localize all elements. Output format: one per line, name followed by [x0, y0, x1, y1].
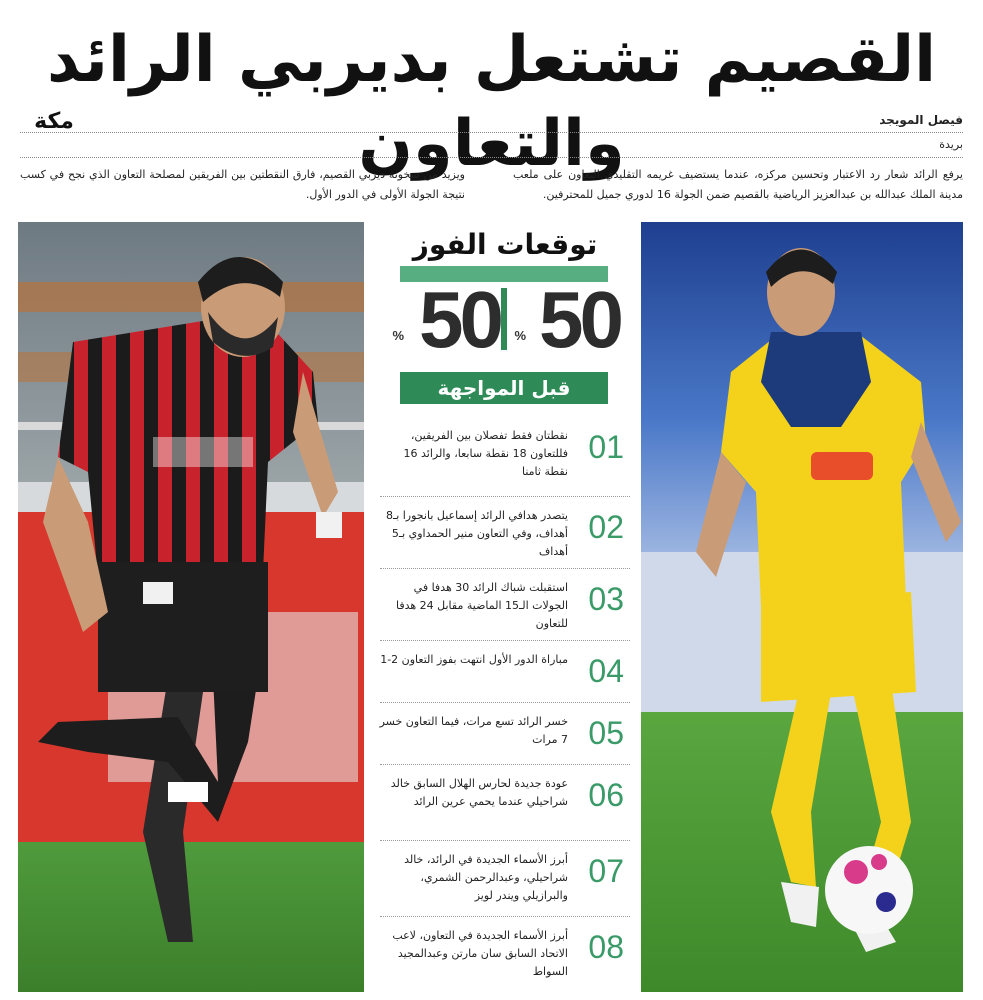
fact-number: 03 [588, 581, 624, 617]
fact-text: مباراة الدور الأول انتهت بفوز التعاون 2-1 [380, 653, 568, 666]
fact-text: خسر الرائد تسع مرات، فيما التعاون خسر 7 مرات [379, 715, 568, 746]
raed-player-photo [18, 222, 364, 992]
fact-item [380, 579, 630, 641]
newspaper-logo: مكة [34, 108, 74, 134]
predictions-title: توقعات الفوز [412, 228, 598, 261]
taawon-win-percentage: 50 [539, 275, 620, 364]
fact-item [380, 713, 630, 765]
fact-text: أبرز الأسماء الجديدة في الرائد، خالد شراحيلي، وعبدالرحمن الشمري، والبرازيلي ويندر لويز [404, 853, 568, 902]
percent-sign: % [514, 328, 526, 343]
stats-column [380, 222, 630, 992]
taawon-player-photo [641, 222, 963, 992]
fact-item [380, 927, 630, 989]
fact-number: 07 [588, 853, 624, 889]
fact-number: 04 [588, 653, 624, 689]
percent-sign: % [392, 328, 404, 343]
fact-text: أبرز الأسماء الجديدة في التعاون، لاعب الاتحاد السابق سان مارتن وعبدالمجيد السواط [392, 929, 568, 978]
fact-item [380, 851, 630, 917]
fact-item [380, 507, 630, 569]
divider [20, 132, 963, 133]
fact-number: 01 [588, 429, 624, 465]
fact-text: نقطتان فقط تفصلان بين الفريقين، فللتعاون 18 نقطة سابعا، والرائد 16 نقطة ثامنا [403, 429, 568, 478]
section-title: قبل المواجهة [400, 372, 608, 404]
byline: فيصل المويجد [879, 113, 963, 127]
dateline: بريدة [939, 138, 963, 151]
divider [20, 157, 963, 158]
fact-number: 08 [588, 929, 624, 965]
win-predictions [380, 272, 630, 368]
raed-win-percentage: 50 [419, 275, 500, 364]
fact-number: 02 [588, 509, 624, 545]
fact-number: 06 [588, 777, 624, 813]
fact-item [380, 775, 630, 841]
fact-item [380, 427, 630, 497]
intro-paragraph-left: ويزيد من سخونة ديربي القصيم، فارق النقطتين بين الفريقين لمصلحة التعاون الذي نجح في كسب نتيجة الجولة الأولى في الدور الأول. [20, 168, 465, 201]
fact-text: يتصدر هدافي الرائد إسماعيل بانجورا بـ8 أهداف، وفي التعاون منير الحمداوي بـ5 أهداف [385, 509, 568, 558]
prediction-divider [501, 288, 507, 350]
headline: القصيم تشتعل بديربي الرائد والتعاون [46, 23, 937, 181]
intro-paragraph-right: يرفع الرائد شعار رد الاعتبار وتحسين مركزه، عندما يستضيف غريمه التقليدي التعاون على ملعب مدينة الملك عبدالله بن عبدالعزيز الرياضية بالقصيم ضمن الجولة 16 لدوري جميل للمحترفين. [513, 168, 963, 201]
fact-text: استقبلت شباك الرائد 30 هدفا في الجولات الـ15 الماضية مقابل 24 هدفا للتعاون [395, 581, 568, 630]
fact-item [380, 651, 630, 703]
fact-text: عودة جديدة لحارس الهلال السابق خالد شراحيلي عندما يحمي عرين الرائد [390, 777, 568, 808]
fact-number: 05 [588, 715, 624, 751]
